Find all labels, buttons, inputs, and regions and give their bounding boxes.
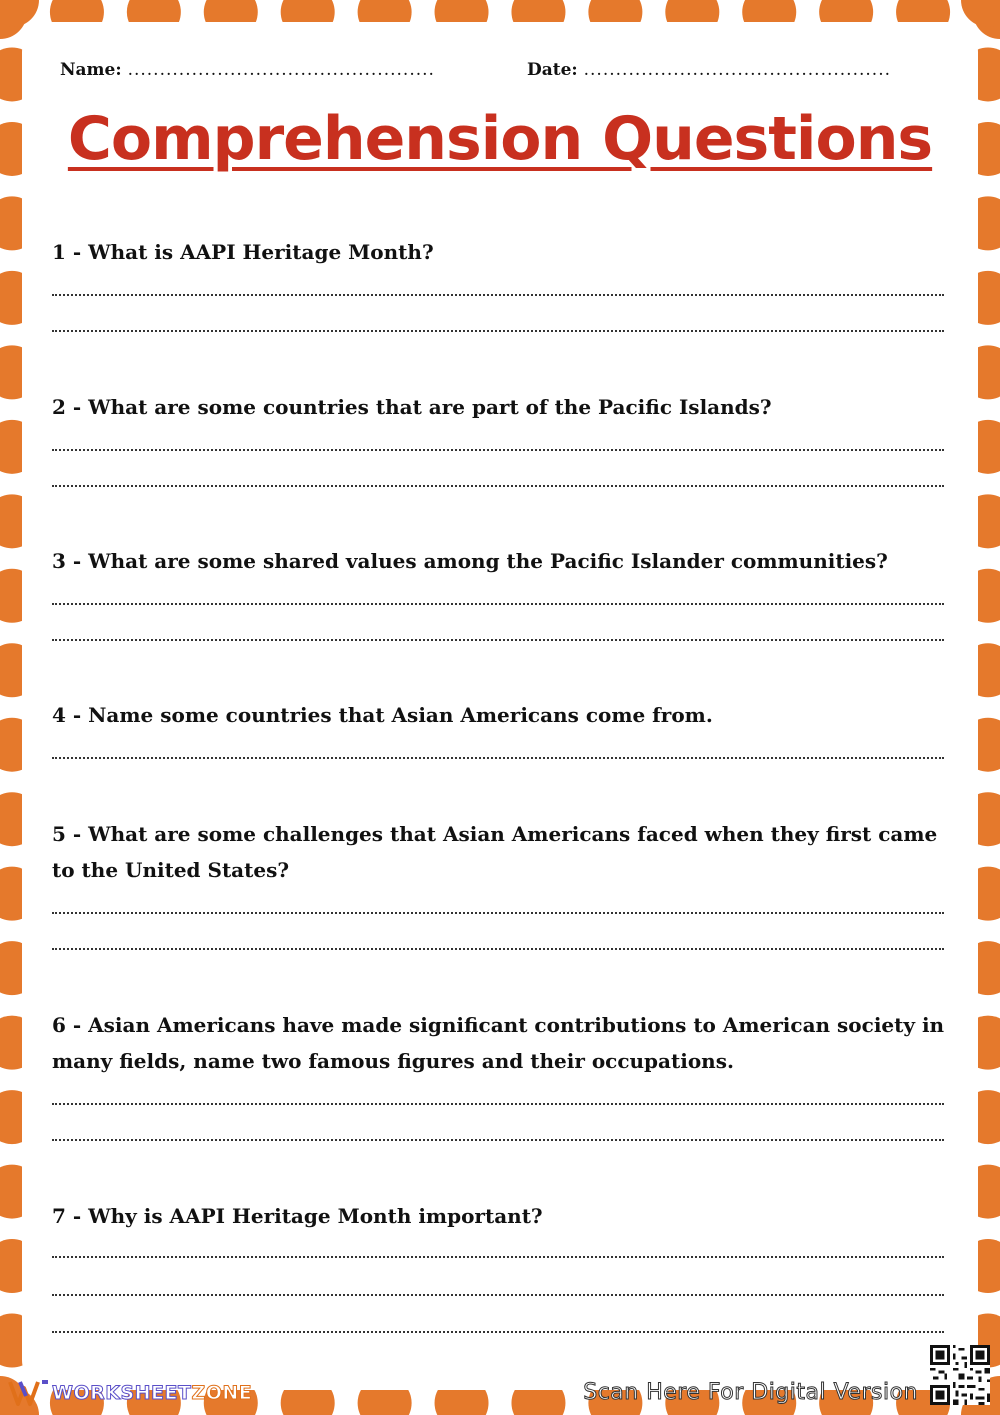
answer-line-7a[interactable] [52,1256,944,1258]
date-dotted-line: ................................................ [583,60,892,80]
question-6: 6 - Asian Americans have made significant contributions to American society in many fields, name two famous figures and their occupations. [52,1013,945,1073]
question-2: 2 - What are some countries that are part of the Pacific Islands? [52,395,772,419]
answer-line-3a[interactable] [52,603,944,605]
answer-line-1a[interactable] [52,294,944,296]
brand-name [52,1382,252,1404]
answer-line-2b[interactable] [52,485,944,487]
answer-line-7b[interactable] [52,1294,944,1296]
brand-part1: WORKSHEET [52,1382,192,1404]
date-label: Date: [527,60,578,80]
page-title: Comprehension Questions [67,104,933,174]
answer-line-1b[interactable] [52,330,944,332]
answer-line-2a[interactable] [52,449,944,451]
scan-here-text: Scan Here For Digital Version [583,1380,918,1405]
name-field[interactable] [60,60,435,80]
date-field[interactable] [527,60,891,80]
name-label: Name: [60,60,122,80]
brand-part2: ZONE [191,1382,253,1404]
answer-line-6b[interactable] [52,1139,944,1141]
answer-line-5b[interactable] [52,948,944,950]
logo-icon [8,1378,52,1408]
answer-line-4a[interactable] [52,757,944,759]
answer-line-5a[interactable] [52,912,944,914]
answer-line-3b[interactable] [52,639,944,641]
name-dotted-line: ................................................ [127,60,435,80]
border-scallop-right [961,0,1000,27]
worksheetzone-logo [8,1378,252,1408]
question-5: 5 - What are some challenges that Asian Americans faced when they first came to the United States? [52,822,938,882]
question-7: 7 - Why is AAPI Heritage Month important? [52,1204,543,1228]
question-4: 4 - Name some countries that Asian Americans come from. [52,703,713,727]
answer-line-7c[interactable] [52,1331,944,1333]
border-scallop-left [0,0,39,27]
qr-code-icon[interactable] [930,1345,990,1405]
question-1: 1 - What is AAPI Heritage Month? [52,240,434,264]
answer-line-6a[interactable] [52,1103,944,1105]
question-3: 3 - What are some shared values among the Pacific Islander communities? [52,549,888,573]
